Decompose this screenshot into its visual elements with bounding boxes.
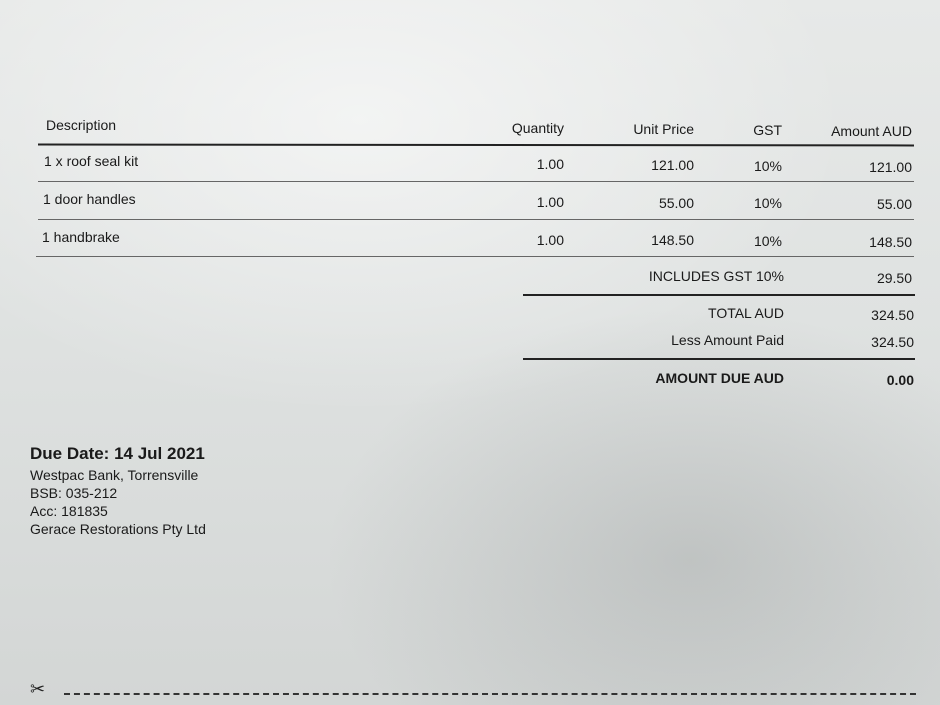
includes-gst-label: INCLUDES GST 10% (648, 268, 784, 284)
total-row (0, 305, 940, 329)
row-unit-price: 55.00 (658, 195, 694, 211)
row-divider (38, 181, 914, 182)
row-description: 1 handbrake (42, 229, 120, 245)
cut-line (30, 679, 916, 699)
row-gst: 10% (753, 158, 782, 174)
row-quantity: 1.00 (536, 194, 564, 210)
row-description: 1 x roof seal kit (44, 153, 139, 169)
bank-name: Westpac Bank, Torrensville (30, 467, 199, 483)
less-paid-label: Less Amount Paid (671, 332, 784, 348)
row-amount: 148.50 (869, 234, 912, 250)
total-label: TOTAL AUD (708, 305, 784, 321)
bsb-number: BSB: 035-212 (30, 485, 118, 501)
dashed-line (64, 693, 916, 695)
amount-due-value: 0.00 (886, 372, 914, 388)
header-quantity: Quantity (511, 120, 564, 136)
row-description: 1 door handles (43, 191, 136, 207)
row-amount: 121.00 (869, 159, 912, 175)
amount-due-row (0, 370, 940, 394)
totals-divider-top (523, 294, 915, 296)
table-row (0, 229, 940, 253)
header-amount: Amount AUD (831, 123, 912, 139)
table-row (0, 191, 940, 215)
row-divider (38, 219, 914, 220)
header-gst: GST (753, 122, 782, 138)
table-row (0, 153, 940, 177)
header-divider (38, 144, 914, 147)
row-unit-price: 121.00 (651, 157, 694, 173)
row-unit-price: 148.50 (651, 232, 694, 248)
header-unit-price: Unit Price (633, 121, 694, 137)
less-paid-value: 324.50 (871, 334, 914, 350)
table-header (0, 117, 940, 141)
row-quantity: 1.00 (536, 156, 564, 172)
header-description: Description (46, 117, 117, 133)
scissors-icon: ✂ (30, 679, 46, 699)
includes-gst-value: 29.50 (876, 270, 912, 286)
account-number: Acc: 181835 (30, 503, 108, 519)
includes-gst-row (0, 268, 940, 292)
payment-details (30, 443, 290, 538)
row-gst: 10% (753, 195, 782, 211)
totals-divider-bottom (523, 358, 915, 360)
due-date: Due Date: 14 Jul 2021 (30, 444, 205, 463)
row-divider (36, 256, 914, 257)
row-quantity: 1.00 (536, 232, 564, 248)
account-name: Gerace Restorations Pty Ltd (30, 521, 206, 537)
row-amount: 55.00 (876, 196, 912, 212)
less-paid-row (0, 332, 940, 356)
row-gst: 10% (753, 233, 782, 249)
total-value: 324.50 (871, 307, 914, 323)
amount-due-label: AMOUNT DUE AUD (655, 370, 784, 386)
